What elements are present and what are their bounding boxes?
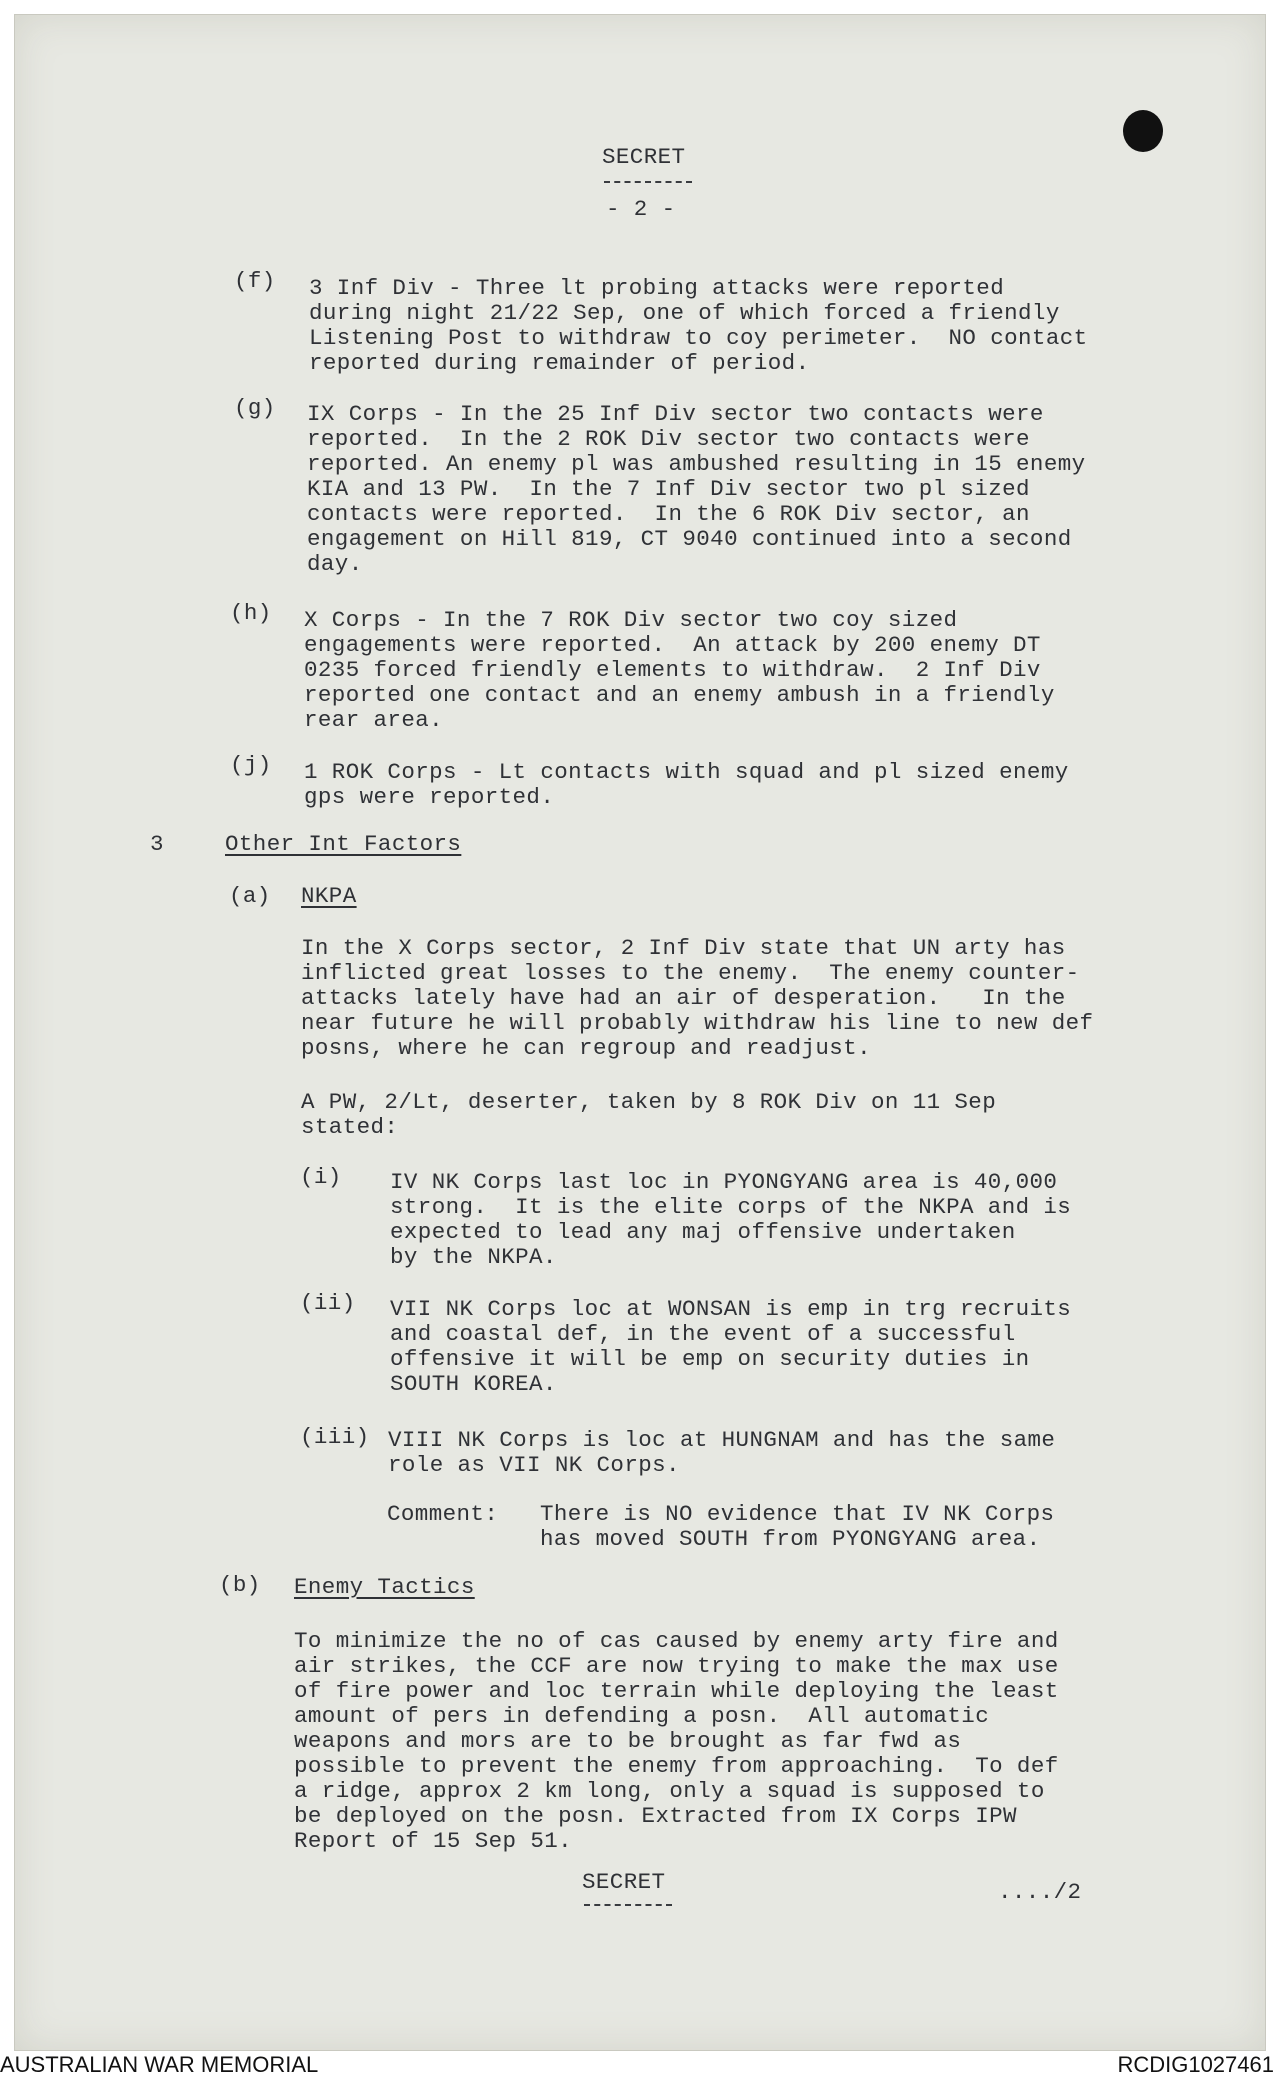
item-ii-label: (ii)	[300, 1290, 356, 1316]
para-h-line: X Corps - In the 7 ROK Div sector two coy sized	[304, 607, 958, 633]
tactics-line: of fire power and loc terrain while deploying the least	[294, 1678, 1059, 1704]
item-iii-line: role as VII NK Corps.	[388, 1452, 680, 1478]
comment-label: Comment:	[387, 1501, 499, 1527]
para-f-line: reported during remainder of period.	[309, 350, 810, 376]
para-h-line: engagements were reported. An attack by 200 enemy DT	[304, 632, 1041, 658]
para-j-label: (j)	[230, 752, 272, 778]
footer-record-id: RCDIG1027461	[1117, 2052, 1274, 2077]
page-number: - 2 -	[606, 196, 676, 222]
para-f-line: Listening Post to withdraw to coy perimeter. NO contact	[309, 325, 1088, 351]
item-ii-line: and coastal def, in the event of a successful	[390, 1321, 1016, 1347]
section-number: 3	[150, 831, 164, 857]
para-f-label: (f)	[234, 268, 276, 294]
item-i-line: by the NKPA.	[390, 1244, 557, 1270]
para-g-line: reported. An enemy pl was ambushed resulting in 15 enemy	[307, 451, 1086, 477]
item-i-line: strong. It is the elite corps of the NKPA and is	[390, 1194, 1072, 1220]
para-g-line: engagement on Hill 819, CT 9040 continued into a second	[307, 526, 1072, 552]
item-ii-line: VII NK Corps loc at WONSAN is emp in trg recruits	[390, 1296, 1072, 1322]
para-g-line: reported. In the 2 ROK Div sector two contacts were	[307, 426, 1030, 452]
nkpa-para1-line: near future he will probably withdraw his line to new def	[301, 1010, 1094, 1036]
comment-line: has moved SOUTH from PYONGYANG area.	[540, 1526, 1041, 1552]
continuation-mark: ..../2	[998, 1879, 1082, 1905]
comment-line: There is NO evidence that IV NK Corps	[540, 1501, 1055, 1527]
tactics-line: To minimize the no of cas caused by enemy arty fire and	[294, 1628, 1059, 1654]
bottom-underline	[584, 1904, 672, 1906]
para-h-line: reported one contact and an enemy ambush in a friendly	[304, 682, 1055, 708]
para-f-line: during night 21/22 Sep, one of which forced a friendly	[309, 300, 1060, 326]
nkpa-para1-line: attacks lately have had an air of desperation. In the	[301, 985, 1066, 1011]
item-ii-line: offensive it will be emp on security duties in	[390, 1346, 1030, 1372]
tactics-line: Report of 15 Sep 51.	[294, 1828, 573, 1854]
punch-hole	[1123, 110, 1163, 152]
header-underline	[604, 181, 692, 183]
footer-archive-name: AUSTRALIAN WAR MEMORIAL	[0, 2052, 319, 2077]
para-h-line: rear area.	[304, 707, 444, 733]
subsection-b-label: (b)	[219, 1572, 261, 1598]
subsection-b-title: Enemy Tactics	[294, 1574, 475, 1600]
para-h-line: 0235 forced friendly elements to withdraw. 2 Inf Div	[304, 657, 1041, 683]
nkpa-para2-line: A PW, 2/Lt, deserter, taken by 8 ROK Div on 11 Sep	[301, 1089, 997, 1115]
para-g-line: day.	[307, 551, 363, 577]
tactics-line: a ridge, approx 2 km long, only a squad is supposed to	[294, 1778, 1045, 1804]
item-i-line: IV NK Corps last loc in PYONGYANG area is 40,000	[390, 1169, 1058, 1195]
nkpa-para1-line: posns, where he can regroup and readjust.	[301, 1035, 871, 1061]
para-j-line: 1 ROK Corps - Lt contacts with squad and pl sized enemy	[304, 759, 1069, 785]
header-classification: SECRET	[602, 144, 686, 170]
para-j-line: gps were reported.	[304, 784, 555, 810]
para-h-label: (h)	[230, 600, 272, 626]
tactics-line: amount of pers in defending a posn. All automatic	[294, 1703, 990, 1729]
para-f-line: 3 Inf Div - Three lt probing attacks were reported	[309, 275, 1005, 301]
para-g-line: contacts were reported. In the 6 ROK Div sector, an	[307, 501, 1030, 527]
nkpa-para2-line: stated:	[301, 1114, 399, 1140]
nkpa-para1-line: In the X Corps sector, 2 Inf Div state that UN arty has	[301, 935, 1066, 961]
item-i-label: (i)	[300, 1164, 342, 1190]
para-g-label: (g)	[234, 395, 276, 421]
item-iii-label: (iii)	[300, 1424, 370, 1450]
tactics-line: be deployed on the posn. Extracted from IX Corps IPW	[294, 1803, 1017, 1829]
para-g-line: KIA and 13 PW. In the 7 Inf Div sector two pl sized	[307, 476, 1030, 502]
subsection-a-label: (a)	[229, 883, 271, 909]
nkpa-para1-line: inflicted great losses to the enemy. The enemy counter-	[301, 960, 1080, 986]
para-g-line: IX Corps - In the 25 Inf Div sector two contacts were	[307, 401, 1044, 427]
bottom-classification: SECRET	[582, 1869, 666, 1895]
item-i-line: expected to lead any maj offensive undertaken	[390, 1219, 1016, 1245]
item-ii-line: SOUTH KOREA.	[390, 1371, 557, 1397]
tactics-line: air strikes, the CCF are now trying to make the max use	[294, 1653, 1059, 1679]
tactics-line: weapons and mors are to be brought as far fwd as	[294, 1728, 962, 1754]
section-title: Other Int Factors	[225, 831, 462, 857]
item-iii-line: VIII NK Corps is loc at HUNGNAM and has the same	[388, 1427, 1056, 1453]
tactics-line: possible to prevent the enemy from approaching. To def	[294, 1753, 1059, 1779]
subsection-a-title: NKPA	[301, 883, 357, 909]
